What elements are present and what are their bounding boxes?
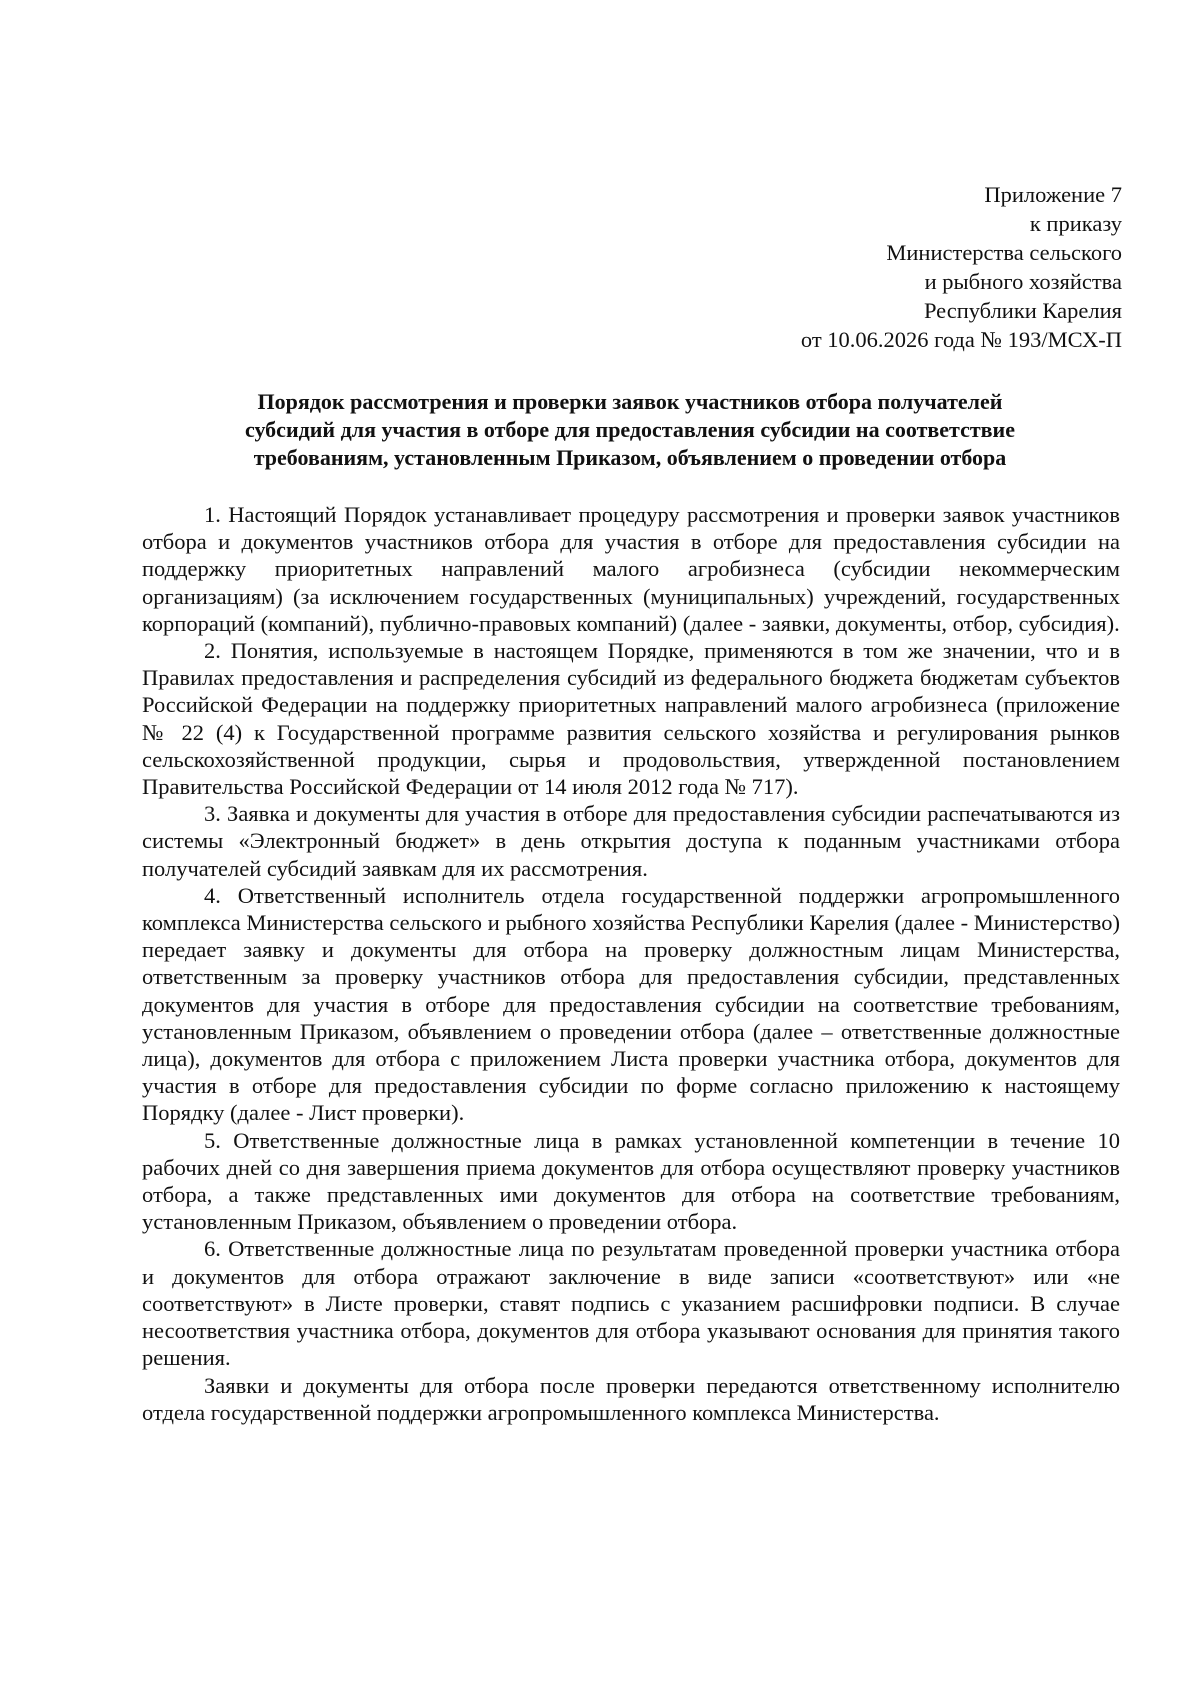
title-line: субсидий для участия в отборе для предоставления субсидии на соответствие: [245, 417, 1015, 442]
document-body: [142, 501, 1120, 1426]
paragraph-2: 2. Понятия, используемые в настоящем Порядке, применяются в том же значении, что и в Правилах предоставления и распределения субсидий из федерального бюджета бюджетам субъектов Российской Федерации на поддержку приоритетных направлений малого агробизнеса (приложение № 22 (4) к Государственной программе развития сельского хозяйства и регулирования рынков сельскохозяйственной продукции, сырья и продовольствия, утвержденной постановлением Правительства Российской Федерации от 14 июля 2012 года № 717).: [142, 638, 1120, 800]
title-line: Порядок рассмотрения и проверки заявок участников отбора получателей: [257, 389, 1003, 414]
appendix-line: Республики Карелия: [923, 298, 1122, 323]
paragraph-1: 1. Настоящий Порядок устанавливает процедуру рассмотрения и проверки заявок участников отбора и документов участников отбора для участия в отборе для предоставления субсидии на поддержку приоритетных направлений малого агробизнеса (субсидии некоммерческим организациям) (за исключением государственных (муниципальных) учреждений, государственных корпораций (компаний), публично-правовых компаний) (далее - заявки, документы, отбор, субсидия).: [142, 502, 1120, 636]
paragraph-5: 5. Ответственные должностные лица в рамках установленной компетенции в течение 10 рабочих дней со дня завершения приема документов для отбора осуществляют проверку участников отбора, а также представленных ими документов для отбора на соответствие требованиям, установленным Приказом, объявлением о проведении отбора.: [142, 1127, 1120, 1235]
paragraph-4: 4. Ответственный исполнитель отдела государственной поддержки агропромышленного комплекса Министерства сельского и рыбного хозяйства Республики Карелия (далее - Министерство) передает заявку и документы для отбора на проверку должностным лицам Министерства, ответственным за проверку участников отбора для предоставления субсидии, представленных документов для участия в отборе для предоставления субсидии на соответствие требованиям, установленным Приказом, объявлением о проведении отбора (далее – ответственные должностные лица), документов для отбора с приложением Листа проверки участника отбора, документов для участия в отборе для предоставления субсидии по форме согласно приложению к настоящему Порядку (далее - Лист проверки).: [142, 882, 1120, 1126]
paragraph-6: 6. Ответственные должностные лица по результатам проведенной проверки участника отбора и документов для отбора отражают заключение в виде записи «соответствуют» или «не соответствуют» в Листе проверки, ставят подпись с указанием расшифровки подписи. В случае несоответствия участника отбора, документов для отбора указывают основания для принятия такого решения.: [142, 1236, 1120, 1371]
title-line: требованиям, установленным Приказом, объявлением о проведении отбора: [253, 445, 1007, 470]
appendix-line: Приложение 7: [984, 182, 1122, 207]
appendix-line: от 10.06.2026 года № 193/МСХ-П: [800, 327, 1122, 352]
appendix-line: и рыбного хозяйства: [924, 269, 1122, 294]
document-title: [140, 388, 1120, 472]
appendix-line: Министерства сельского: [886, 240, 1122, 265]
paragraph-7: Заявки и документы для отбора после проверки передаются ответственному исполнителю отдела государственной поддержки агропромышленного комплекса Министерства.: [142, 1372, 1120, 1425]
appendix-header: [662, 180, 1122, 354]
appendix-line: к приказу: [1029, 211, 1122, 236]
paragraph-3: 3. Заявка и документы для участия в отборе для предоставления субсидии распечатываются из системы «Электронный бюджет» в день открытия доступа к поданным участниками отбора получателей субсидий заявкам для их рассмотрения.: [142, 801, 1120, 881]
